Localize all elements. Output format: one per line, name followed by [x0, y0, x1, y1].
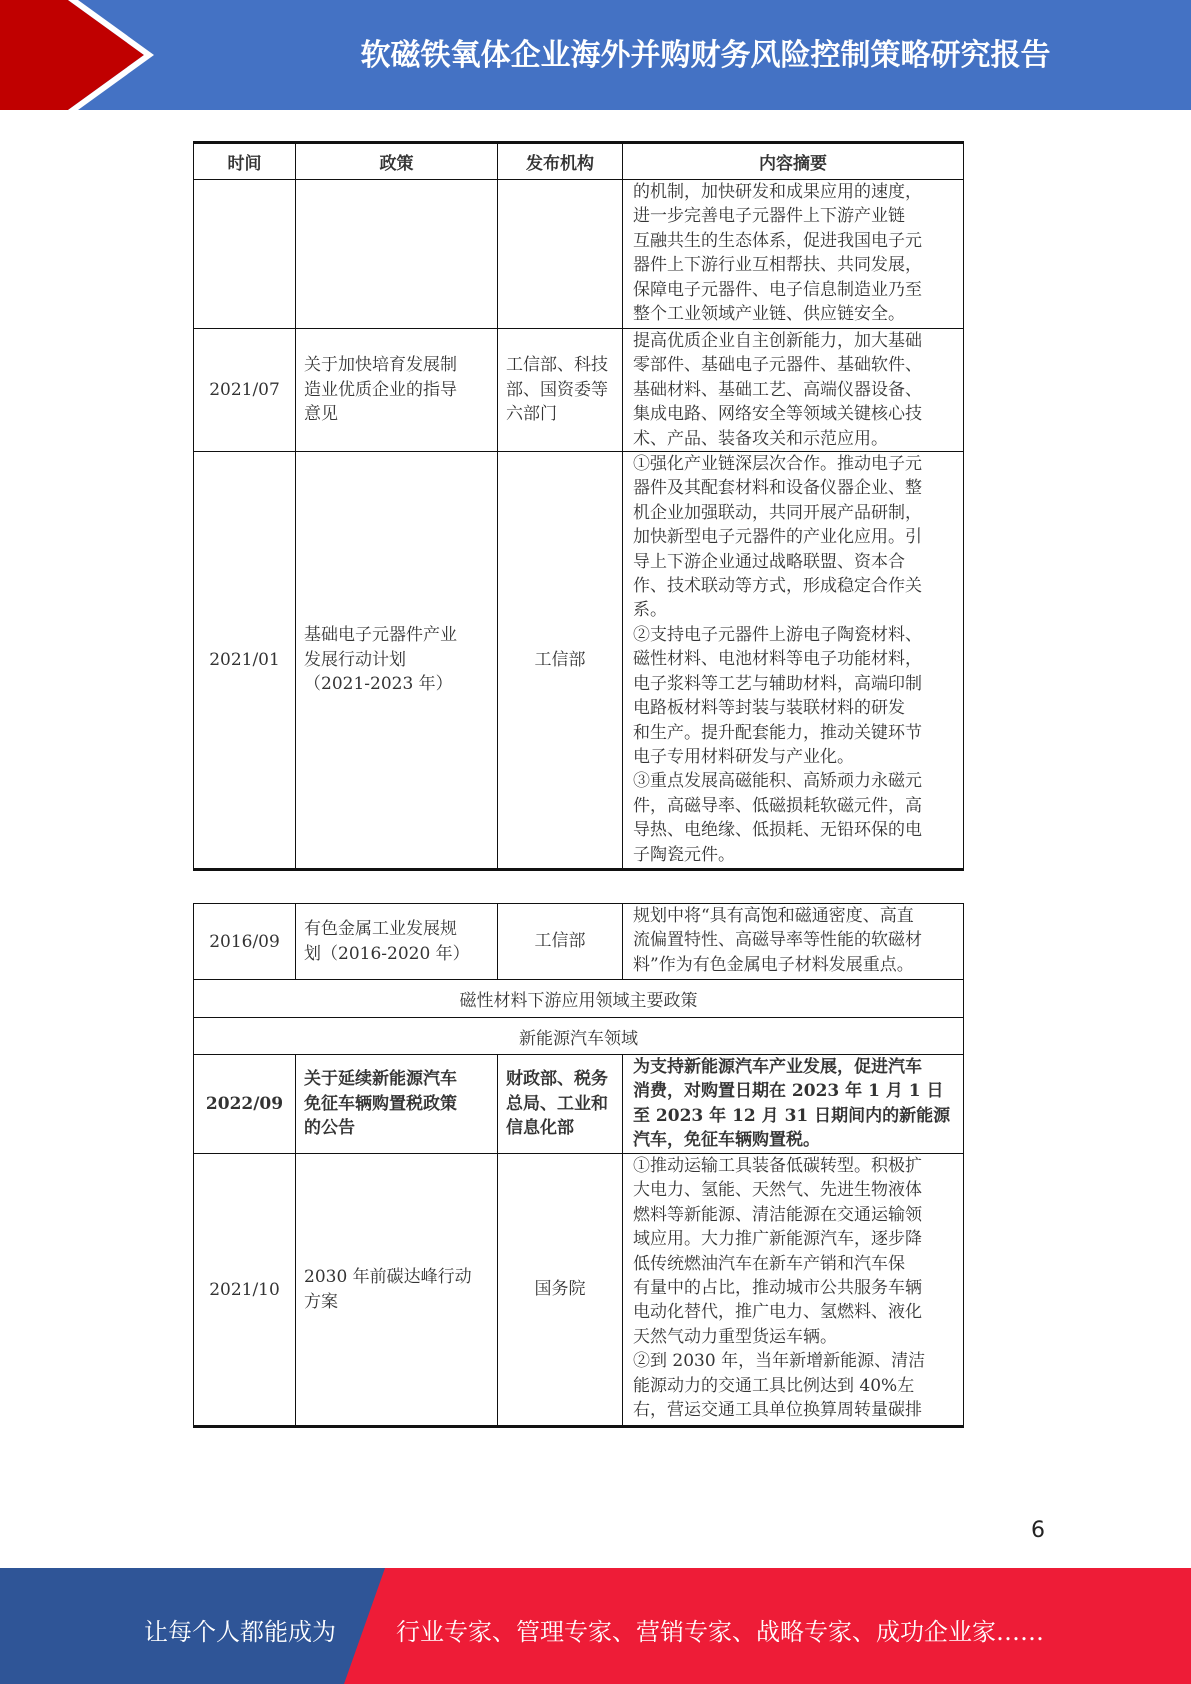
text-line: 六部门 — [506, 404, 557, 425]
text-line: 关于加快培育发展制 — [304, 355, 457, 376]
text-line: 有量中的占比，推动城市公共服务车辆 — [633, 1278, 922, 1299]
text-line: ①推动运输工具装备低碳转型。积极扩 — [633, 1156, 922, 1176]
cell-summary — [623, 1055, 964, 1154]
text-line: 信息化部 — [506, 1118, 574, 1139]
cell-summary — [623, 904, 964, 980]
col-header-summary: 内容摘要 — [623, 143, 964, 180]
text-line: 免征车辆购置税政策 — [304, 1093, 457, 1114]
text-line: 子陶瓷元件。 — [633, 844, 735, 865]
text-line: 整个工业领域产业链、供应链安全。 — [633, 304, 905, 325]
cell-date — [194, 180, 296, 329]
cell-summary — [623, 329, 964, 452]
text-line: 有色金属工业发展规 — [304, 919, 457, 940]
cell-org — [498, 180, 623, 329]
policy-table-part2 — [193, 903, 964, 1428]
cell-policy — [296, 904, 498, 980]
text-line: 的公告 — [304, 1118, 355, 1139]
col-header-org: 发布机构 — [498, 143, 623, 180]
cell-policy — [296, 180, 498, 329]
text-line: 电路板材料等封装与装联材料的研发 — [633, 698, 905, 719]
table-row — [194, 1154, 964, 1427]
text-line: 基础材料、基础工艺、高端仪器设备、 — [633, 379, 922, 400]
text-line: 磁性材料、电池材料等电子功能材料， — [633, 649, 922, 670]
text-line: 术、产品、装备攻关和示范应用。 — [633, 428, 888, 449]
text-line: 消费，对购置日期在 2023 年 1 月 1 日 — [633, 1081, 944, 1102]
page-header — [0, 0, 1191, 110]
text-line: 导上下游企业通过战略联盟、资本合 — [633, 551, 905, 572]
text-line: 和生产。提升配套能力，推动关键环节 — [633, 722, 922, 743]
page-number: 6 — [1031, 1518, 1045, 1543]
text-line: 总局、工业和 — [506, 1093, 608, 1114]
text-line: ②到 2030 年，当年新增新能源、清洁 — [633, 1351, 926, 1372]
text-line: （2021-2023 年） — [304, 674, 453, 695]
table-header-row — [194, 143, 964, 180]
text-line: 互融共生的生态体系，促进我国电子元 — [633, 230, 922, 251]
text-line: ①强化产业链深层次合作。推动电子元 — [633, 454, 922, 475]
text-line: 导热、电绝缘、低损耗、无铅环保的电 — [633, 820, 922, 841]
text-line: 基础电子元器件产业 — [304, 625, 457, 646]
text-line: 燃料等新能源、清洁能源在交通运输领 — [633, 1204, 922, 1225]
text-line: 规划中将“具有高饱和磁通密度、高直 — [633, 906, 914, 926]
text-line: 至 2023 年 12 月 31 日期间内的新能源 — [633, 1105, 951, 1126]
footer-slogan-left: 让每个人都能成为 — [144, 1618, 336, 1646]
text-line: 系。 — [633, 600, 667, 621]
text-line: 天然气动力重型货运车辆。 — [633, 1326, 837, 1347]
text-line: 电子专用材料研发与产业化。 — [633, 746, 854, 767]
cell-org — [498, 452, 623, 870]
text-line: 能源动力的交通工具比例达到 40%左 — [633, 1375, 915, 1396]
policy-table-part1 — [193, 141, 964, 871]
text-line: 右，营运交通工具单位换算周转量碳排 — [633, 1400, 922, 1421]
text-line: 机企业加强联动，共同开展产品研制， — [633, 502, 922, 523]
table-row — [194, 452, 964, 870]
text-line: 部、国资委等 — [506, 379, 608, 400]
cell-policy — [296, 1055, 498, 1154]
col-header-time: 时间 — [194, 143, 296, 180]
text-line: 低传统燃油汽车在新车产销和汽车保 — [633, 1253, 905, 1274]
text-line: 电动化替代，推广电力、氢燃料、液化 — [633, 1302, 922, 1323]
table-row — [194, 180, 964, 329]
text-line: 器件上下游行业互相帮扶、共同发展， — [633, 255, 922, 276]
text-line: 提高优质企业自主创新能力，加大基础 — [633, 331, 922, 351]
text-line: 工信部 — [534, 649, 586, 670]
text-line: 财政部、税务 — [506, 1069, 608, 1090]
cell-org — [498, 1055, 623, 1154]
cell-date: 2016/09 — [194, 904, 296, 980]
cell-org — [498, 904, 623, 980]
cell-policy — [296, 452, 498, 870]
text-line: 器件及其配套材料和设备仪器企业、整 — [633, 478, 922, 499]
text-line: 为支持新能源汽车产业发展，促进汽车 — [633, 1057, 922, 1077]
text-line: 零部件、基础电子元器件、基础软件、 — [633, 355, 922, 376]
text-line: 2030 年前碳达峰行动 — [304, 1267, 472, 1288]
cell-date: 2022/09 — [194, 1055, 296, 1154]
text-line: 件，高磁导率、低磁损耗软磁元件，高 — [633, 795, 922, 816]
cell-summary — [623, 452, 964, 870]
page-footer — [0, 1568, 1191, 1684]
cell-policy — [296, 1154, 498, 1427]
cell-org — [498, 329, 623, 452]
text-line: 发展行动计划 — [304, 649, 406, 670]
cell-date: 2021/07 — [194, 329, 296, 452]
text-line: 保障电子元器件、电子信息制造业乃至 — [633, 279, 922, 300]
subsection-row — [194, 1018, 964, 1055]
text-line: 划（2016-2020 年） — [304, 943, 470, 964]
subsection-title: 新能源汽车领域 — [194, 1018, 964, 1055]
table-row — [194, 329, 964, 452]
text-line: 作、技术联动等方式，形成稳定合作关 — [633, 576, 922, 597]
text-line: 料”作为有色金属电子材料发展重点。 — [633, 954, 914, 975]
text-line: 方案 — [304, 1291, 338, 1312]
text-line: 关于延续新能源汽车 — [304, 1069, 457, 1090]
col-header-policy: 政策 — [296, 143, 498, 180]
text-line: 大电力、氢能、天然气、先进生物液体 — [633, 1180, 922, 1201]
section-title: 磁性材料下游应用领域主要政策 — [194, 980, 964, 1018]
text-line: 集成电路、网络安全等领域关键核心技 — [633, 404, 922, 425]
report-title: 软磁铁氧体企业海外并购财务风险控制策略研究报告 — [360, 38, 1051, 73]
text-line: 的机制，加快研发和成果应用的速度， — [633, 182, 922, 202]
cell-date: 2021/01 — [194, 452, 296, 870]
text-line: 汽车，免征车辆购置税。 — [633, 1130, 820, 1151]
text-line: 电子浆料等工艺与辅助材料，高端印制 — [633, 673, 922, 694]
cell-date: 2021/10 — [194, 1154, 296, 1427]
text-line: 造业优质企业的指导 — [304, 379, 457, 400]
text-line: ②支持电子元器件上游电子陶瓷材料、 — [633, 624, 922, 645]
text-line: 域应用。大力推广新能源汽车，逐步降 — [633, 1229, 922, 1250]
cell-summary — [623, 180, 964, 329]
table-row — [194, 1055, 964, 1154]
cell-policy — [296, 329, 498, 452]
text-line: 加快新型电子元器件的产业化应用。引 — [633, 527, 922, 548]
section-row — [194, 980, 964, 1018]
footer-slogan-right: 行业专家、管理专家、营销专家、战略专家、成功企业家…… — [396, 1618, 1044, 1646]
text-line: 流偏置特性、高磁导率等性能的软磁材 — [633, 930, 922, 951]
cell-org — [498, 1154, 623, 1427]
text-line: 工信部、科技 — [506, 355, 608, 376]
text-line: 国务院 — [534, 1279, 586, 1300]
table-row — [194, 904, 964, 980]
text-line: ③重点发展高磁能积、高矫顽力永磁元 — [633, 771, 922, 792]
text-line: 工信部 — [534, 931, 586, 952]
text-line: 进一步完善电子元器件上下游产业链 — [633, 206, 905, 227]
text-line: 意见 — [304, 404, 338, 425]
cell-summary — [623, 1154, 964, 1427]
